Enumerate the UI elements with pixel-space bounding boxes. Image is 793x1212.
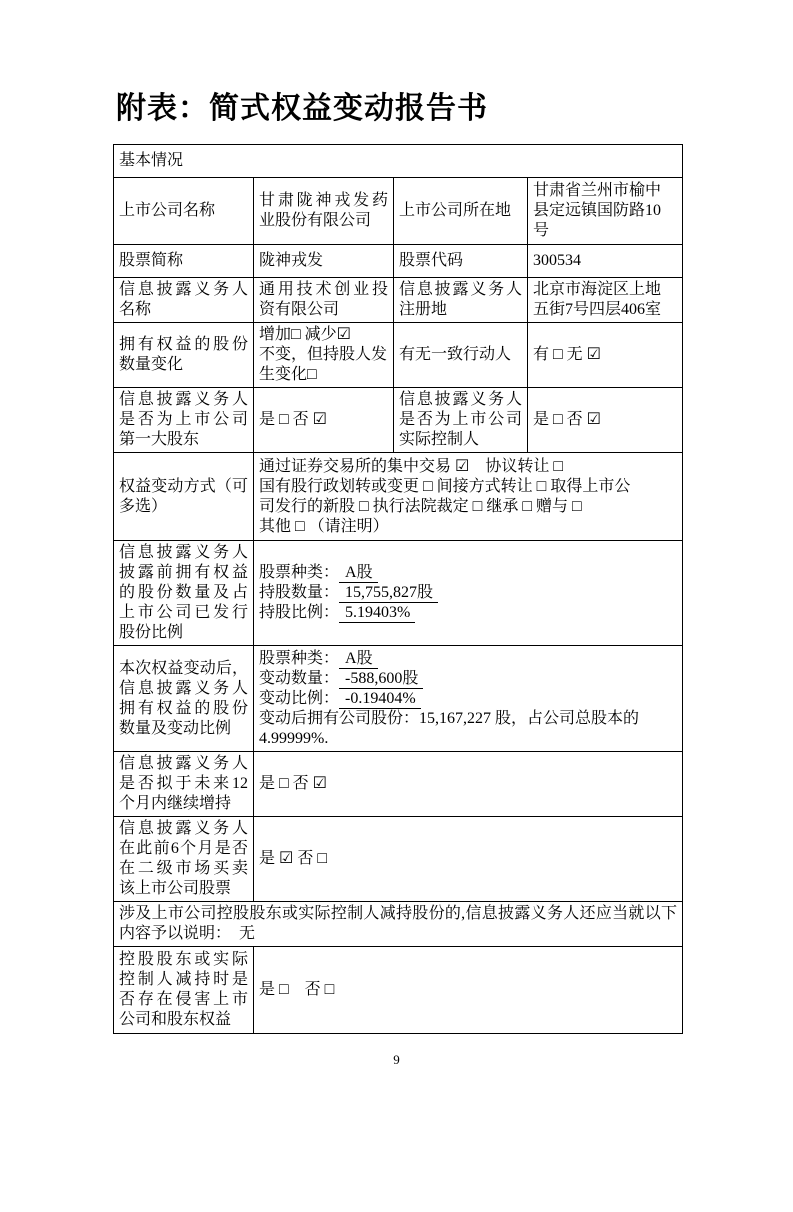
text-line: 拥有权益的股份 — [119, 699, 248, 717]
text-line: 生变化□ — [259, 366, 317, 383]
discloser-domicile-label — [394, 278, 528, 323]
company-row — [114, 178, 683, 245]
document-page — [0, 90, 793, 1068]
text-line: 数量变化 — [119, 356, 184, 373]
text-line: 是否拟于未来12 — [119, 775, 248, 792]
text-line: 该上市公司股票 — [119, 880, 232, 897]
stock-row — [114, 245, 683, 278]
text-line: 股份比例 — [119, 624, 184, 641]
text-line: 涉及上市公司控股股东或实际控制人减持股份的,信息披露义务人还应当就以下 — [119, 905, 678, 922]
largest-shareholder-label — [114, 388, 254, 453]
text-line — [259, 729, 677, 749]
text-line: 本次权益变动后， — [119, 659, 248, 677]
text-line: 北京市海淀区上地 — [533, 281, 662, 298]
change-method-label — [114, 453, 254, 541]
company-name-label: 上市公司名称 — [114, 178, 254, 245]
equity-change-label — [114, 323, 254, 388]
text-line: 信息披露义务人 — [119, 281, 248, 298]
text-line: 权益变动方式（可 — [119, 477, 248, 495]
text-line: 增加□ 减少☑ — [259, 326, 352, 343]
text-line: 国有股行政划转或变更 □ 间接方式转让 □ 取得上市公 — [259, 477, 631, 495]
text-line: 上市公司已发行 — [119, 604, 248, 621]
future-increase-row — [114, 752, 683, 817]
text-segment: 股票种类： — [259, 649, 340, 667]
document-title: 附表：简式权益变动报告书 — [116, 92, 488, 125]
text-line: 县定远镇国防路10 — [533, 202, 662, 219]
underlined-value: A股 — [339, 650, 378, 669]
text-line: 控制人减持时是 — [119, 971, 248, 988]
stock-shortname-value: 陇神戎发 — [254, 245, 394, 278]
text-line — [259, 583, 677, 603]
harm-interests-label — [114, 947, 254, 1034]
text-line — [259, 709, 677, 729]
text-line: 名称 — [119, 301, 152, 318]
discloser-row — [114, 278, 683, 323]
text-line: 否存在侵害上市 — [119, 991, 248, 1008]
discloser-name-label — [114, 278, 254, 323]
text-line: 业股份有限公司 — [259, 212, 372, 229]
text-line: 信息披露义务人 — [119, 391, 248, 408]
text-line: 第一大股东 — [119, 431, 200, 448]
controller-note-cell — [114, 902, 683, 947]
harm-interests-checkboxes: 是 □ 否 □ — [254, 947, 683, 1034]
harm-interests-row — [114, 947, 683, 1034]
text-line — [259, 649, 677, 669]
before-disclosure-values — [254, 541, 683, 646]
underlined-value: -0.19404% — [339, 690, 421, 709]
text-line: 披露前拥有权益 — [119, 564, 248, 581]
underlined-value: A股 — [339, 564, 378, 583]
largest-shareholder-row — [114, 388, 683, 453]
after-change-row — [114, 646, 683, 752]
text-line: 五街7号四层406室 — [533, 301, 662, 318]
text-segment: 股票种类： — [259, 564, 340, 581]
company-name-value — [254, 178, 394, 245]
text-line: 实际控制人 — [399, 431, 480, 448]
concert-party-checkboxes: 有 □ 无 ☑ — [528, 323, 683, 388]
text-line: 内容予以说明： 无 — [119, 925, 256, 942]
text-line: 信息披露义务人 — [119, 820, 248, 837]
stock-shortname-label: 股票简称 — [114, 245, 254, 278]
concert-party-label: 有无一致行动人 — [394, 323, 528, 388]
after-change-values — [254, 646, 683, 752]
controller-note-row — [114, 902, 683, 947]
after-change-label — [114, 646, 254, 752]
stock-code-value: 300534 — [528, 245, 683, 278]
text-line: 个月内继续增持 — [119, 795, 232, 812]
discloser-domicile-value — [528, 278, 683, 323]
section-header-row — [114, 145, 683, 178]
future-increase-checkboxes: 是 □ 否 ☑ — [254, 752, 683, 817]
discloser-name-value — [254, 278, 394, 323]
equity-change-table — [113, 144, 683, 1034]
text-line: 数量及变动比例 — [119, 719, 232, 737]
before-disclosure-label — [114, 541, 254, 646]
text-line: 通用技术创业投 — [259, 281, 388, 298]
largest-shareholder-checkboxes: 是 □ 否 ☑ — [254, 388, 394, 453]
section-header-cell: 基本情况 — [114, 145, 683, 178]
text-line: 信息披露义务人 — [119, 679, 248, 697]
text-line: 资有限公司 — [259, 301, 340, 318]
text-line — [259, 603, 677, 623]
text-segment: 变动比例： — [259, 689, 340, 707]
underlined-value: 15,755,827股 — [339, 584, 438, 603]
equity-change-checkboxes — [254, 323, 394, 388]
text-segment: 变动数量： — [259, 669, 340, 687]
text-line: 信息披露义务人 — [399, 281, 522, 298]
text-segment: 持股数量： — [259, 584, 340, 601]
text-segment: 持股比例： — [259, 604, 340, 621]
text-line: 司发行的新股 □ 执行法院裁定 □ 继承 □ 赠与 □ — [259, 497, 582, 515]
company-location-value — [528, 178, 683, 245]
text-line: 信息披露义务人 — [119, 755, 248, 772]
underlined-value: -588,600股 — [339, 670, 423, 689]
text-line: 是否为上市公司 — [119, 411, 248, 428]
text-line: 控股股东或实际 — [119, 951, 248, 968]
past-six-months-label — [114, 817, 254, 902]
past-six-months-checkboxes: 是 ☑ 否 □ — [254, 817, 683, 902]
text-line: 的股份数量及占 — [119, 584, 248, 601]
text-line: 在二级市场买卖 — [119, 860, 248, 877]
text-line: 是否为上市公司 — [399, 411, 522, 428]
page-number: 9 — [393, 1052, 400, 1067]
text-line: 信息披露义务人 — [399, 391, 522, 408]
before-disclosure-row — [114, 541, 683, 646]
text-line: 注册地 — [399, 301, 448, 318]
text-line — [259, 563, 677, 583]
future-increase-label — [114, 752, 254, 817]
text-line: 号 — [533, 222, 550, 239]
text-line: 拥有权益的股份 — [119, 336, 248, 353]
text-segment: 4.99999%. — [259, 729, 329, 747]
text-line: 甘肃陇神戎发药 — [259, 192, 388, 209]
actual-controller-label — [394, 388, 528, 453]
text-line: 甘肃省兰州市榆中 — [533, 182, 662, 199]
past-six-months-row — [114, 817, 683, 902]
text-line: 多选） — [119, 497, 168, 515]
underlined-value: 5.19403% — [339, 604, 415, 623]
text-line — [259, 669, 677, 689]
change-method-options — [254, 453, 683, 541]
company-location-label: 上市公司所在地 — [394, 178, 528, 245]
text-line: 通过证券交易所的集中交易 ☑ 协议转让 □ — [259, 457, 564, 475]
text-line: 其他 □ （请注明） — [259, 517, 389, 535]
change-method-row — [114, 453, 683, 541]
text-line — [259, 689, 677, 709]
text-line: 公司和股东权益 — [119, 1011, 232, 1028]
equity-change-row — [114, 323, 683, 388]
stock-code-label: 股票代码 — [394, 245, 528, 278]
text-line: 不变，但持股人发 — [259, 346, 388, 363]
text-segment: 变动后拥有公司股份：15,167,227 股，占公司总股本的 — [259, 709, 640, 727]
text-line: 在此前6个月是否 — [119, 840, 248, 857]
actual-controller-checkboxes: 是 □ 否 ☑ — [528, 388, 683, 453]
text-line: 信息披露义务人 — [119, 544, 248, 561]
